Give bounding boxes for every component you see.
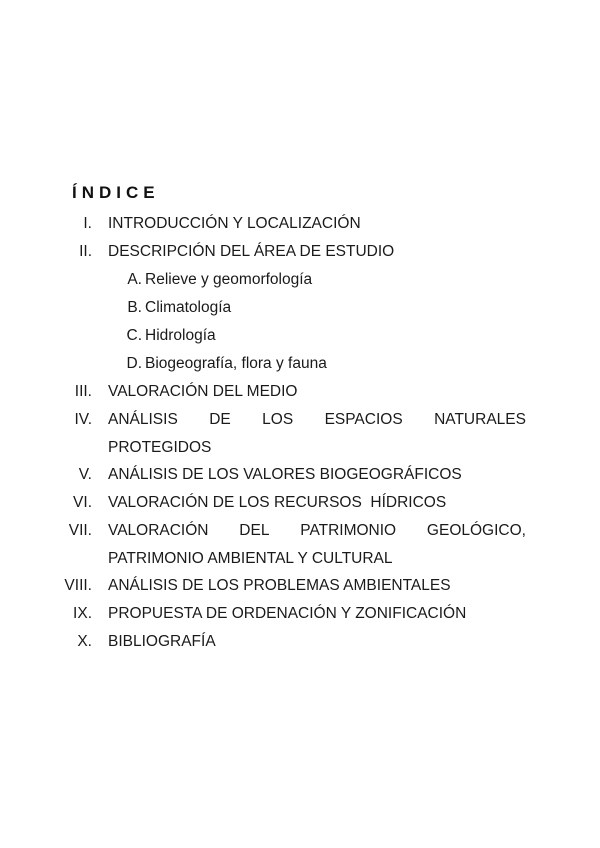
toc-subentry-letter: A. [127, 271, 142, 288]
toc-entry-number: IX. [73, 605, 92, 622]
toc-entry-viii [0, 572, 600, 600]
table-of-contents [0, 210, 600, 656]
toc-subentry-letter: C. [126, 327, 142, 344]
toc-entry-ix [0, 600, 600, 628]
toc-entry-text: DESCRIPCIÓN DEL ÁREA DE ESTUDIO [108, 243, 395, 260]
toc-entry-i [0, 210, 600, 238]
toc-entry-x [0, 628, 600, 656]
toc-word: ANÁLISIS [108, 411, 178, 428]
toc-subentry-letter: B. [127, 299, 142, 316]
toc-entry-vii [0, 517, 600, 572]
toc-entry-iii [0, 378, 600, 406]
toc-entry-number: X. [77, 633, 92, 650]
toc-entry-number: III. [74, 383, 92, 400]
toc-entry-text: VALORACIÓN DE LOS RECURSOS HÍDRICOS [108, 494, 447, 511]
toc-subentry-a [0, 266, 600, 294]
toc-subentry-text: Biogeografía, flora y fauna [145, 355, 327, 372]
toc-entry-number: VI. [73, 494, 92, 511]
toc-entry-text: INTRODUCCIÓN Y LOCALIZACIÓN [108, 215, 361, 232]
toc-entry-iv [0, 406, 600, 461]
toc-word: NATURALES [434, 411, 526, 428]
toc-entry-vi [0, 489, 600, 517]
toc-word: PATRIMONIO [300, 522, 397, 539]
toc-word: LOS [262, 411, 294, 428]
toc-subentry-text: Climatología [145, 299, 232, 316]
toc-entry-text: ANÁLISIS DE LOS PROBLEMAS AMBIENTALES [108, 577, 451, 594]
toc-entry-text: PROPUESTA DE ORDENACIÓN Y ZONIFICACIÓN [108, 605, 467, 622]
toc-word: DEL [239, 522, 270, 539]
toc-entry-text: ANÁLISIS DE LOS VALORES BIOGEOGRÁFICOS [108, 466, 462, 483]
toc-subentry-d [0, 350, 600, 378]
toc-entry-line-1 [108, 406, 526, 434]
toc-subentry-c [0, 322, 600, 350]
index-title: ÍNDICE [72, 183, 160, 202]
toc-entry-line-2: PROTEGIDOS [108, 439, 212, 456]
toc-entry-text [108, 406, 526, 462]
toc-entry-text [108, 517, 526, 573]
toc-subentry-b [0, 294, 600, 322]
toc-subentry-text: Hidrología [145, 327, 216, 344]
toc-word: GEOLÓGICO, [426, 522, 526, 539]
toc-entry-number: VIII. [64, 577, 92, 594]
toc-entry-text: BIBLIOGRAFÍA [108, 633, 216, 650]
toc-subentry-text: Relieve y geomorfología [145, 271, 313, 288]
toc-entry-ii [0, 238, 600, 266]
toc-entry-number: IV. [74, 411, 92, 428]
toc-entry-text: VALORACIÓN DEL MEDIO [108, 383, 298, 400]
toc-entry-number: II. [79, 243, 92, 260]
toc-entry-number: I. [83, 215, 92, 232]
toc-entry-line-2: PATRIMONIO AMBIENTAL Y CULTURAL [108, 550, 393, 567]
toc-entry-number: V. [78, 466, 92, 483]
toc-entry-number: VII. [68, 522, 92, 539]
toc-entry-v [0, 461, 600, 489]
toc-entry-line-1 [108, 517, 526, 545]
toc-word: DE [209, 411, 231, 428]
toc-subentry-letter: D. [126, 355, 142, 372]
toc-word: ESPACIOS [324, 411, 403, 428]
toc-word: VALORACIÓN [108, 522, 209, 539]
